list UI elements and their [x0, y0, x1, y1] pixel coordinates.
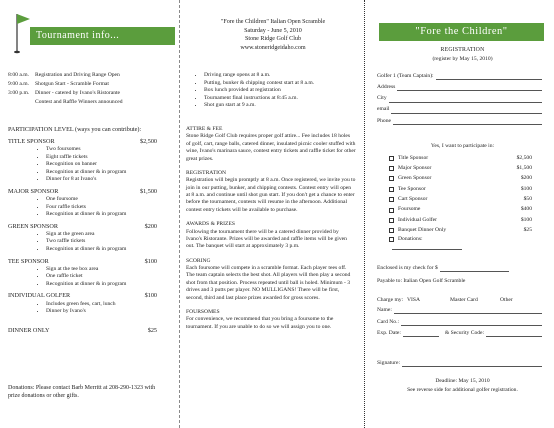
- section-body: Stone Ridge Golf Club requires proper golf attire... Fee includes 18 holes of golf, cart, range balls, catered dinner, insulated picnic cooler stuffed with wine, Ivano's marinara sauce, contest entry tickets and raffle ticket for other great prizes.: [186, 133, 356, 162]
- section-body: Following the tournament there will be a catered dinner provided by Ivano's Ristorante. Prizes will be awarded and raffle items will be given out. The banquet will start at approximately 3 p.m.: [186, 228, 347, 250]
- level-price: $25: [147, 326, 157, 334]
- level-benefits: [8, 231, 167, 254]
- participation-level: [8, 258, 167, 289]
- benefit-item: • Four raffle tickets: [46, 204, 167, 212]
- benefit-item: • Dinner for 8 at Ivano's: [46, 176, 167, 184]
- tournament-info-banner: [30, 27, 175, 45]
- contact-field-label: Phone: [377, 117, 391, 124]
- details-column: [186, 0, 360, 428]
- benefit-item: • Dinner by Ivano's: [46, 308, 167, 316]
- option-price: $400: [520, 206, 532, 213]
- option-price: $25: [523, 227, 532, 234]
- benefit-item: • Recognition at dinner & in program: [46, 246, 167, 254]
- checkbox[interactable]: [389, 218, 394, 223]
- card-line: [377, 316, 542, 326]
- schedule-time: [8, 99, 35, 106]
- participate-heading: Yes, I want to participate in:: [430, 143, 495, 149]
- level-name: TITLE SPONSOR: [8, 138, 55, 145]
- level-name: GREEN SPONSOR: [8, 222, 59, 230]
- detail-section: [186, 258, 356, 302]
- participation-level: [8, 327, 167, 335]
- tournament-info-column: [0, 0, 175, 428]
- participation-option[interactable]: [389, 184, 532, 194]
- contact-field-row: [377, 103, 542, 114]
- level-heading: [8, 327, 167, 335]
- registration-title: REGISTRATION: [440, 47, 485, 53]
- signature-label: Signature:: [377, 359, 400, 366]
- highlight-item: • Box lunch provided at registration: [204, 87, 356, 95]
- option-label: Cart Sponsor: [398, 196, 428, 203]
- enclosed-label: Enclosed is my check for $: [377, 264, 438, 271]
- charge-mastercard[interactable]: Master Card: [450, 297, 478, 303]
- participation-option[interactable]: [389, 153, 532, 163]
- checkbox[interactable]: [389, 228, 394, 233]
- section-title: REGISTRATION: [186, 169, 227, 176]
- level-heading: [8, 223, 167, 231]
- level-benefits: [8, 266, 167, 289]
- schedule-event: Contest and Raffle Winners announced: [35, 98, 123, 105]
- contact-field-label: Golfer 1 (Team Captain):: [377, 72, 434, 79]
- banner-title: "Fore the Children": [415, 26, 508, 37]
- schedule-time: 3:00 p.m.: [8, 89, 30, 96]
- participation-option[interactable]: [389, 236, 532, 246]
- option-label: Tee Sponsor: [398, 185, 426, 192]
- registration-deadline-note: (register by May 15, 2010): [432, 56, 493, 62]
- benefit-item: • Recognition at dinner & in program: [46, 281, 167, 289]
- event-header-line: Stone Ridge Golf Club: [244, 36, 302, 43]
- participation-option[interactable]: [389, 174, 532, 184]
- schedule: [8, 72, 167, 108]
- participation-option[interactable]: [389, 163, 532, 173]
- participation-option[interactable]: [389, 195, 532, 205]
- participation-level: [8, 223, 167, 254]
- level-price: $1,500: [139, 187, 157, 195]
- participation-level: [8, 188, 167, 219]
- charge-label: Charge my:: [377, 297, 404, 303]
- detail-section: [186, 221, 356, 251]
- registration-column: [371, 0, 554, 428]
- option-label: Major Sponsor: [398, 164, 432, 171]
- level-name: TEE SPONSOR: [8, 257, 49, 265]
- option-label: Foursome: [398, 206, 421, 213]
- participation-level: [8, 292, 167, 315]
- highlight-item: • Tournament final instructions at 8:45 a.m.: [204, 95, 356, 103]
- name-field[interactable]: [394, 308, 542, 314]
- signature-line: [377, 357, 542, 367]
- contact-field-input[interactable]: [393, 119, 542, 125]
- section-title: SCORING: [186, 257, 211, 264]
- section-title: ATTIRE & FEE: [186, 126, 223, 132]
- level-name: INDIVIDUAL GOLFER: [8, 292, 71, 300]
- participation-option[interactable]: [389, 215, 532, 225]
- charge-other[interactable]: Other: [500, 297, 513, 303]
- participation-heading: PARTICIPATION LEVEL (ways you can contribute):: [8, 126, 142, 133]
- schedule-time: 9:00 a.m.: [8, 80, 29, 87]
- option-price: $2,500: [516, 154, 532, 161]
- level-name: DINNER ONLY: [8, 326, 50, 334]
- reverse-note: See reverse side for additional golfer registration.: [407, 387, 518, 393]
- benefit-item: • Recognition on banner: [46, 161, 167, 169]
- contact-field-input[interactable]: [397, 85, 542, 91]
- event-header-line: Saturday - June 5, 2010: [244, 27, 302, 34]
- contact-field-label: City: [377, 95, 387, 102]
- contact-field-row: [377, 69, 542, 80]
- benefit-item: • Sign at the tee box area: [46, 266, 167, 274]
- payable-to: Payable to: Italian Open Golf Scramble: [377, 278, 466, 284]
- option-label: Banquet Dinner Only: [398, 227, 447, 234]
- donations-note: Donations: Please contact Barb Merritt at 208-290-1323 with prize donations or other gifts.: [8, 385, 156, 400]
- level-name: MAJOR SPONSOR: [8, 187, 59, 195]
- schedule-row: [8, 72, 167, 79]
- option-label: Green Sponsor: [398, 175, 432, 182]
- level-heading: [8, 138, 167, 146]
- signature-field[interactable]: [402, 361, 542, 367]
- event-header-line[interactable]: www.stoneridgeidaho.com: [240, 44, 306, 51]
- exp-line: [377, 327, 542, 337]
- participation-levels: [8, 138, 167, 339]
- contact-fields: [377, 69, 542, 125]
- option-price: $100: [520, 216, 532, 223]
- benefit-item: • Recognition at dinner & in program: [46, 169, 167, 177]
- detail-section: [186, 309, 356, 331]
- level-price: $100: [144, 257, 157, 265]
- name-line: [377, 304, 542, 314]
- contact-field-label: email: [377, 106, 390, 113]
- exp-label: Exp. Date:: [377, 329, 401, 336]
- checkbox[interactable]: [389, 166, 394, 171]
- schedule-row: [8, 99, 167, 106]
- highlight-item: • Putting, bunker & chipping contest start at 8 a.m.: [204, 80, 356, 88]
- participation-options: [389, 153, 532, 247]
- fore-the-children-banner: [379, 23, 544, 41]
- section-title: AWARDS & PRIZES: [186, 221, 235, 228]
- level-benefits: [8, 146, 167, 184]
- contact-field-row: [377, 114, 542, 125]
- option-price: $200: [520, 175, 532, 182]
- security-label: & Security Code:: [444, 329, 485, 336]
- banner-title: Tournament info...: [36, 30, 120, 41]
- contact-field-input[interactable]: [391, 108, 542, 114]
- highlights-list: [186, 72, 356, 110]
- deadline: Deadline: May 15, 2010: [435, 378, 490, 384]
- benefit-item: • One foursome: [46, 196, 167, 204]
- checkbox[interactable]: [389, 237, 394, 242]
- schedule-event: Registration and Driving Range Open: [35, 72, 120, 78]
- contact-field-input[interactable]: [436, 74, 542, 80]
- schedule-event: Shotgun Start - Scramble Format: [35, 80, 109, 87]
- security-code-field[interactable]: [486, 331, 542, 337]
- highlight-item: • Shot gun start at 9 a.m.: [204, 102, 356, 110]
- section-body: For convenience, we recommend that you bring a foursome to the tournament. If you are unable to do so we will assign you to one.: [186, 316, 334, 330]
- option-label: Donations:: [398, 236, 423, 243]
- card-label: Card No.:: [377, 318, 400, 325]
- level-benefits: [8, 196, 167, 219]
- detail-section: [186, 170, 356, 214]
- benefit-item: • Two raffle tickets: [46, 238, 167, 246]
- card-number-field[interactable]: [401, 320, 542, 326]
- level-heading: [8, 258, 167, 266]
- level-price: $200: [144, 222, 157, 230]
- event-header-line: "Fore the Children" Italian Open Scramble: [220, 19, 326, 25]
- schedule-event: Dinner - catered by Ivano's Ristorante: [35, 89, 121, 96]
- event-header: [186, 18, 360, 52]
- fold-line-2: [364, 0, 365, 428]
- section-title: FOURSOMES: [186, 308, 220, 315]
- checkbox[interactable]: [389, 187, 394, 192]
- contact-field-row: [377, 80, 542, 91]
- benefit-item: • Eight raffle tickets: [46, 154, 167, 162]
- level-price: $100: [144, 292, 157, 300]
- checkbox[interactable]: [389, 208, 394, 213]
- level-heading: [8, 188, 167, 196]
- schedule-row: [8, 81, 167, 88]
- enclosed-amount-field[interactable]: [440, 266, 509, 272]
- level-heading: [8, 292, 167, 300]
- checkbox[interactable]: [389, 156, 394, 161]
- benefit-item: • Sign at the green area: [46, 231, 167, 239]
- section-body: Each foursome will compete in a scramble format. Each player tees off. The team captain selects the best shot. All players will then play a second shot from that position. Process repeated until ball is holed. Minimum - 3 drives and 3 putts per player. NO MULLIGANS! There will be first, second, third and last place prizes awarded for gross scores.: [186, 265, 351, 301]
- option-price: $1,500: [516, 164, 532, 171]
- charge-visa[interactable]: VISA: [407, 297, 421, 303]
- highlight-item: • Driving range opens at 8 a.m.: [204, 72, 356, 80]
- checkbox[interactable]: [389, 176, 394, 181]
- benefit-item: • One raffle ticket: [46, 273, 167, 281]
- fold-line-1: [179, 0, 180, 428]
- schedule-row: [8, 90, 167, 97]
- benefit-item: • Recognition at dinner & in program: [46, 211, 167, 219]
- option-label: Individual Golfer: [398, 216, 437, 223]
- detail-sections: [186, 126, 356, 338]
- contact-field-input[interactable]: [389, 97, 542, 103]
- participation-option[interactable]: [389, 205, 532, 215]
- option-label: Title Sponsor: [398, 154, 429, 161]
- benefit-item: • Includes green fees, cart, lunch: [46, 301, 167, 309]
- contact-field-label: Address: [377, 84, 396, 90]
- schedule-time: 8:00 a.m.: [8, 72, 29, 78]
- option-price: $100: [520, 185, 532, 192]
- exp-date-field[interactable]: [403, 331, 439, 337]
- level-price: $2,500: [139, 138, 157, 145]
- enclosed-check: [377, 262, 509, 272]
- participation-level: [8, 138, 167, 184]
- level-benefits: [8, 301, 167, 316]
- benefit-item: • Two foursomes: [46, 146, 167, 154]
- option-price: $50: [523, 196, 532, 203]
- detail-section: [186, 126, 356, 163]
- section-body: Registration will begin promptly at 8 a.m. Once registered, we invite you to join in our putting, bunker, and chipping contests. Contest entry will open at 8 a.m. and continue until shot gun start. If you don't get a chance to enter before the tournament, contests will resume in the afternoon. Additional contest entry tickets will be available to purchase.: [186, 177, 356, 213]
- name-label: Name:: [377, 306, 392, 313]
- contact-field-row: [377, 91, 542, 102]
- participation-option[interactable]: [389, 226, 532, 236]
- donation-amount-field[interactable]: [392, 244, 462, 250]
- checkbox[interactable]: [389, 197, 394, 202]
